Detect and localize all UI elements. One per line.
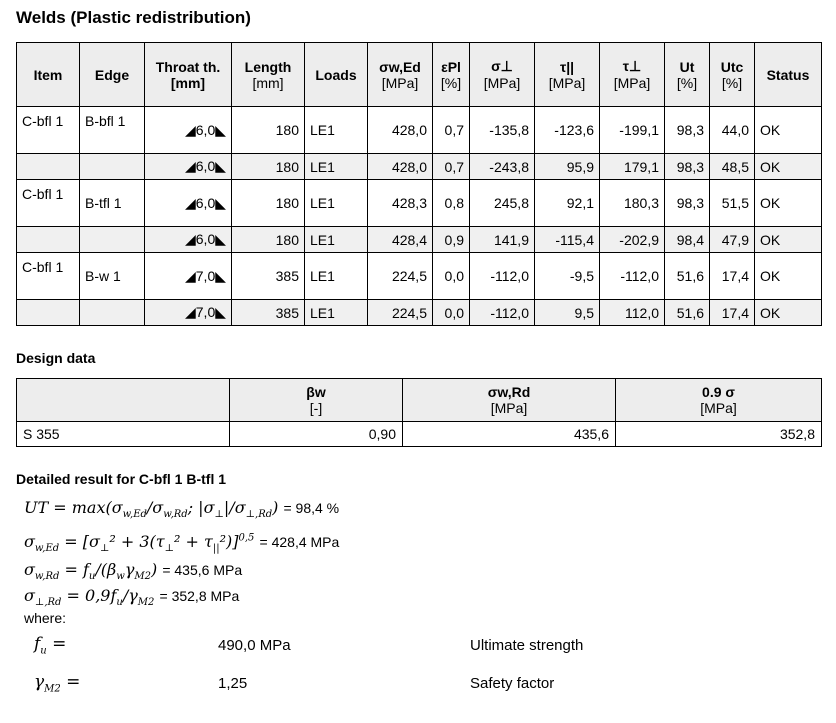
cell-status: OK	[755, 180, 822, 227]
cell-sigma-wed: 428,4	[368, 227, 433, 253]
col-sigma-perp-label: σ⊥	[491, 58, 513, 74]
cell-loads: LE1	[305, 180, 368, 227]
page-title: Welds (Plastic redistribution)	[16, 8, 251, 27]
cell-ut: 98,3	[665, 180, 710, 227]
cell-eps-pl: 0,7	[433, 154, 470, 180]
cell-throat: ◢6,0◣	[145, 180, 232, 227]
cell-ut: 98,4	[665, 227, 710, 253]
cell-sigma-perp: -243,8	[470, 154, 535, 180]
col-throat	[145, 43, 232, 107]
where-label: where:	[24, 610, 67, 626]
formula-sigma-wrd-result: = 435,6 MPa	[162, 562, 243, 578]
cell-tau-perp: 112,0	[600, 300, 665, 326]
col-utc-label: Utc	[720, 58, 744, 75]
var-fu: $f_u$ =	[34, 634, 67, 657]
cell-item	[17, 227, 80, 253]
design-col-sigma09-label: 0.9 σ	[702, 384, 735, 400]
cell-material: S 355	[17, 422, 230, 447]
col-utc-unit: [%]	[721, 74, 743, 91]
design-data-table	[16, 378, 822, 447]
col-ut-label: Ut	[679, 58, 695, 75]
col-eps-pl	[433, 43, 470, 107]
cell-utc: 48,5	[710, 154, 755, 180]
cell-length: 385	[232, 253, 305, 300]
cell-loads: LE1	[305, 227, 368, 253]
cell-status: OK	[755, 227, 822, 253]
cell-sigma09: 352,8	[616, 422, 822, 447]
col-tau-par-unit: [MPa]	[548, 74, 586, 91]
cell-loads: LE1	[305, 253, 368, 300]
cell-status: OK	[755, 107, 822, 154]
col-eps-pl-label: εPl	[441, 58, 461, 75]
col-sigma-perp	[470, 43, 535, 107]
cell-throat: ◢6,0◣	[145, 154, 232, 180]
cell-status: OK	[755, 253, 822, 300]
cell-throat: ◢7,0◣	[145, 253, 232, 300]
formula-sigma-wed-expr: $\sigma_{w,Ed} = [\sigma_\perp^2 + 3(\tau_\perp^2 + \tau_{||}^2)]^{0,5}$	[24, 532, 255, 555]
cell-tau-par: 9,5	[535, 300, 600, 326]
cell-edge	[80, 300, 145, 326]
col-length	[232, 43, 305, 107]
cell-length: 180	[232, 154, 305, 180]
cell-eps-pl: 0,8	[433, 180, 470, 227]
cell-beta: 0,90	[230, 422, 403, 447]
col-throat-label: Throat th.	[155, 58, 221, 75]
cell-loads: LE1	[305, 107, 368, 154]
cell-edge: B-tfl 1	[80, 180, 145, 227]
col-loads: Loads	[305, 43, 368, 107]
col-item: Item	[17, 43, 80, 107]
cell-tau-par: -9,5	[535, 253, 600, 300]
col-utc	[710, 43, 755, 107]
cell-sigma-perp: 141,9	[470, 227, 535, 253]
cell-sigma-perp: -112,0	[470, 300, 535, 326]
col-sigma-wed-label: σw,Ed	[379, 58, 421, 75]
cell-loads: LE1	[305, 300, 368, 326]
cell-sigma-wed: 428,0	[368, 107, 433, 154]
formula-sigma-wrd	[24, 560, 242, 582]
col-length-label: Length	[244, 58, 292, 75]
col-eps-pl-unit: [%]	[440, 74, 462, 91]
col-throat-unit: [mm]	[170, 74, 206, 91]
param-fu-value: 490,0 MPa	[218, 637, 291, 654]
design-col-beta-label: βw	[306, 384, 326, 400]
cell-item: C-bfl 1	[17, 253, 80, 300]
table-row	[17, 300, 822, 326]
formula-sigma-wrd-expr: $\sigma_{w,Rd} = f_u/(\beta_w\gamma_{M2})$	[24, 560, 158, 583]
design-data-title: Design data	[16, 350, 96, 366]
col-tau-par-label: τ||	[559, 58, 575, 75]
cell-length: 180	[232, 107, 305, 154]
formula-sigma-perp-rd-expr: $\sigma_{\perp,Rd} = 0,9f_u/\gamma_{M2}$	[24, 586, 155, 609]
cell-tau-perp: -112,0	[600, 253, 665, 300]
formula-ut	[24, 498, 339, 520]
cell-edge	[80, 154, 145, 180]
cell-item: C-bfl 1	[17, 180, 80, 227]
cell-throat: ◢7,0◣	[145, 300, 232, 326]
cell-sigma-wed: 428,0	[368, 154, 433, 180]
cell-ut: 98,3	[665, 107, 710, 154]
cell-edge: B-w 1	[80, 253, 145, 300]
cell-status: OK	[755, 300, 822, 326]
table-row	[17, 154, 822, 180]
cell-ut: 98,3	[665, 154, 710, 180]
cell-utc: 17,4	[710, 300, 755, 326]
cell-edge: B-bfl 1	[80, 107, 145, 154]
cell-utc: 44,0	[710, 107, 755, 154]
param-gamma-value: 1,25	[218, 675, 248, 692]
formula-sigma-wed-result: = 428,4 MPa	[259, 534, 340, 550]
cell-throat: ◢6,0◣	[145, 227, 232, 253]
formula-sigma-perp-rd-result: = 352,8 MPa	[159, 588, 240, 604]
col-tau-perp-label: τ⊥	[622, 58, 642, 74]
var-gamma-m2: $\gamma_{M2}$ =	[34, 672, 81, 695]
cell-item: C-bfl 1	[17, 107, 80, 154]
table-row	[17, 107, 822, 154]
cell-ut: 51,6	[665, 300, 710, 326]
cell-tau-perp: 180,3	[600, 180, 665, 227]
col-ut-unit: [%]	[676, 74, 698, 91]
cell-sigma-perp: 245,8	[470, 180, 535, 227]
col-ut	[665, 43, 710, 107]
table-row	[17, 422, 822, 447]
design-col-sigma09-unit: [MPa]	[700, 400, 737, 416]
cell-eps-pl: 0,0	[433, 300, 470, 326]
cell-length: 180	[232, 180, 305, 227]
cell-sigma-rd: 435,6	[403, 422, 616, 447]
col-sigma-wed	[368, 43, 433, 107]
cell-eps-pl: 0,7	[433, 107, 470, 154]
cell-status: OK	[755, 154, 822, 180]
cell-sigma-wed: 428,3	[368, 180, 433, 227]
welds-table	[16, 42, 822, 326]
design-col-sigma-rd-unit: [MPa]	[490, 400, 528, 416]
col-tau-par	[535, 43, 600, 107]
cell-sigma-perp: -112,0	[470, 253, 535, 300]
cell-sigma-perp: -135,8	[470, 107, 535, 154]
formula-ut-expr: UT = $\max(\sigma_{w,Ed}/\sigma_{w,Rd}$; $|\sigma_\perp|/\sigma_{\perp,Rd}$)	[24, 498, 279, 521]
design-col-beta	[230, 379, 403, 422]
cell-utc: 17,4	[710, 253, 755, 300]
cell-eps-pl: 0,9	[433, 227, 470, 253]
col-sigma-perp-unit: [MPa]	[483, 75, 521, 91]
formula-sigma-wed	[24, 532, 339, 554]
cell-tau-perp: -202,9	[600, 227, 665, 253]
design-col-sigma-rd-label: σw,Rd	[487, 384, 531, 400]
cell-edge	[80, 227, 145, 253]
cell-item	[17, 300, 80, 326]
cell-loads: LE1	[305, 154, 368, 180]
formula-sigma-perp-rd	[24, 586, 239, 608]
cell-item	[17, 154, 80, 180]
cell-utc: 47,9	[710, 227, 755, 253]
col-edge: Edge	[80, 43, 145, 107]
cell-tau-perp: -199,1	[600, 107, 665, 154]
table-row	[17, 253, 822, 300]
cell-ut: 51,6	[665, 253, 710, 300]
cell-throat: ◢6,0◣	[145, 107, 232, 154]
table-row	[17, 227, 822, 253]
cell-tau-par: -123,6	[535, 107, 600, 154]
col-sigma-wed-unit: [MPa]	[381, 74, 419, 91]
col-status: Status	[755, 43, 822, 107]
cell-length: 385	[232, 300, 305, 326]
detail-title: Detailed result for C-bfl 1 B-tfl 1	[16, 471, 227, 487]
col-tau-perp-unit: [MPa]	[613, 75, 651, 91]
welds-header-row	[17, 43, 822, 107]
param-gamma-desc: Safety factor	[470, 675, 555, 692]
design-col-sigma-rd	[403, 379, 616, 422]
cell-tau-par: 95,9	[535, 154, 600, 180]
col-tau-perp	[600, 43, 665, 107]
cell-length: 180	[232, 227, 305, 253]
design-col-beta-unit: [-]	[309, 400, 323, 416]
design-col-material	[17, 379, 230, 422]
formula-ut-result: = 98,4 %	[283, 500, 340, 516]
param-fu-desc: Ultimate strength	[470, 637, 584, 654]
cell-eps-pl: 0,0	[433, 253, 470, 300]
col-length-unit: [mm]	[252, 74, 284, 91]
cell-sigma-wed: 224,5	[368, 253, 433, 300]
cell-tau-par: -115,4	[535, 227, 600, 253]
cell-tau-perp: 179,1	[600, 154, 665, 180]
design-col-sigma09	[616, 379, 822, 422]
cell-tau-par: 92,1	[535, 180, 600, 227]
design-header-row	[17, 379, 822, 422]
cell-sigma-wed: 224,5	[368, 300, 433, 326]
table-row	[17, 180, 822, 227]
cell-utc: 51,5	[710, 180, 755, 227]
